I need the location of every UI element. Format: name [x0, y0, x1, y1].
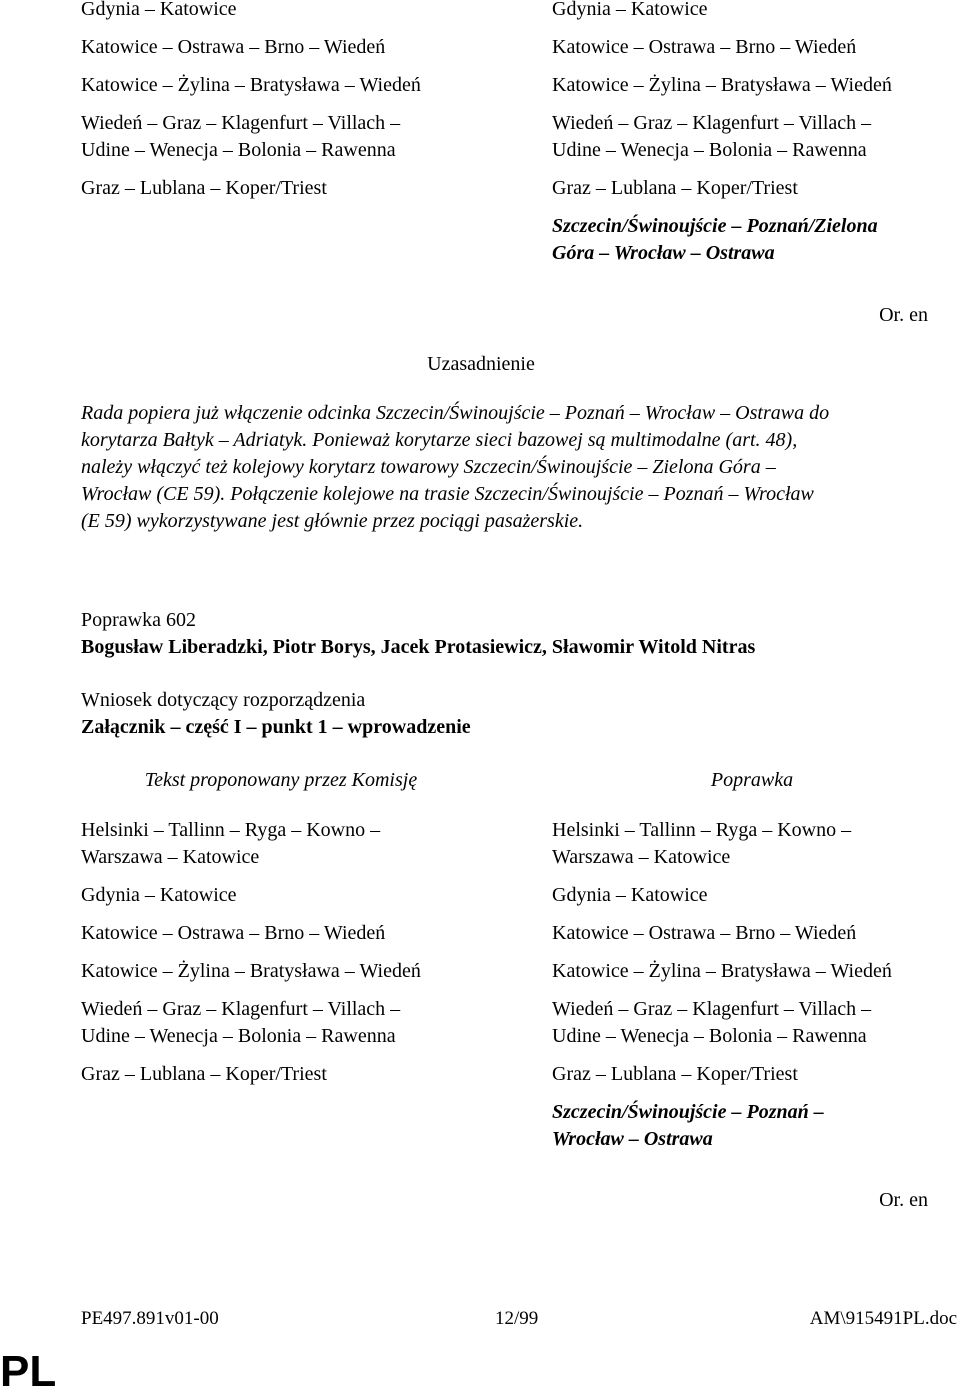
amended-route-line: Wrocław – Ostrawa: [552, 1128, 713, 1150]
route-line: Katowice – Ostrawa – Brno – Wiedeń: [81, 36, 386, 58]
proposal-label: Wniosek dotyczący rozporządzenia: [81, 689, 366, 711]
route-line: Helsinki – Tallinn – Ryga – Kowno –: [552, 819, 852, 841]
amended-route-line: Szczecin/Świnoujście – Poznań/Zielona: [552, 215, 878, 237]
justification-line: (E 59) wykorzystywane jest głównie przez pociągi pasażerskie.: [81, 510, 584, 532]
amendment-authors: Bogusław Liberadzki, Piotr Borys, Jacek Protasiewicz, Sławomir Witold Nitras: [81, 636, 756, 658]
route-line: Gdynia – Katowice: [81, 0, 237, 20]
route-line: Udine – Wenecja – Bolonia – Rawenna: [81, 1025, 396, 1047]
footer-doc-ref: PE497.891v01-00: [81, 1308, 219, 1329]
amended-route-line: Góra – Wrocław – Ostrawa: [552, 242, 775, 264]
justification-line: korytarza Bałtyk – Adriatyk. Ponieważ korytarze sieci bazowej są multimodalne (art. 48),: [81, 429, 798, 451]
route-line: Warszawa – Katowice: [552, 846, 731, 868]
route-line: Gdynia – Katowice: [81, 884, 237, 906]
route-line: Graz – Lublana – Koper/Triest: [552, 1063, 798, 1085]
amended-route-line: Szczecin/Świnoujście – Poznań –: [552, 1101, 824, 1123]
route-line: Katowice – Żylina – Bratysława – Wiedeń: [81, 74, 421, 96]
route-line: Wiedeń – Graz – Klagenfurt – Villach –: [552, 998, 872, 1020]
route-line: Wiedeń – Graz – Klagenfurt – Villach –: [81, 112, 401, 134]
justification-text: [81, 400, 960, 535]
route-line: Warszawa – Katowice: [81, 846, 260, 868]
route-line: Gdynia – Katowice: [552, 884, 708, 906]
footer-file-name: AM\915491PL.doc: [809, 1308, 957, 1329]
commission-text-header: Tekst proponowany przez Komisję: [144, 769, 418, 791]
route-line: Udine – Wenecja – Bolonia – Rawenna: [552, 1025, 867, 1047]
justification-heading: Uzasadnienie: [427, 353, 535, 375]
justification-line: należy włączyć też kolejowy korytarz towarowy Szczecin/Świnoujście – Zielona Góra –: [81, 456, 776, 478]
justification-line: Rada popiera już włączenie odcinka Szczecin/Świnoujście – Poznań – Wrocław – Ostrawa do: [81, 402, 830, 424]
route-line: Udine – Wenecja – Bolonia – Rawenna: [552, 139, 867, 161]
route-line: Katowice – Ostrawa – Brno – Wiedeń: [552, 922, 857, 944]
route-line: Katowice – Żylina – Bratysława – Wiedeń: [552, 960, 892, 982]
route-line: Wiedeń – Graz – Klagenfurt – Villach –: [81, 998, 401, 1020]
original-language-label: Or. en: [879, 304, 928, 326]
route-line: Udine – Wenecja – Bolonia – Rawenna: [81, 139, 396, 161]
footer-page-number: 12/99: [495, 1308, 539, 1329]
route-line: Katowice – Żylina – Bratysława – Wiedeń: [81, 960, 421, 982]
language-code: PL: [0, 1347, 57, 1396]
route-line: Katowice – Ostrawa – Brno – Wiedeń: [552, 36, 857, 58]
route-line: Graz – Lublana – Koper/Triest: [552, 177, 798, 199]
justification-line: Wrocław (CE 59). Połączenie kolejowe na trasie Szczecin/Świnoujście – Poznań – Wrocław: [81, 483, 814, 505]
route-line: Gdynia – Katowice: [552, 0, 708, 20]
amendment-reference: Załącznik – część I – punkt 1 – wprowadzenie: [81, 716, 471, 738]
original-language-label: Or. en: [879, 1189, 928, 1211]
route-line: Graz – Lublana – Koper/Triest: [81, 177, 327, 199]
route-line: Katowice – Żylina – Bratysława – Wiedeń: [552, 74, 892, 96]
route-line: Helsinki – Tallinn – Ryga – Kowno –: [81, 819, 381, 841]
route-line: Wiedeń – Graz – Klagenfurt – Villach –: [552, 112, 872, 134]
amendment-header: Poprawka: [710, 769, 794, 791]
route-line: Graz – Lublana – Koper/Triest: [81, 1063, 327, 1085]
route-line: Katowice – Ostrawa – Brno – Wiedeń: [81, 922, 386, 944]
amendment-number: Poprawka 602: [81, 609, 196, 631]
